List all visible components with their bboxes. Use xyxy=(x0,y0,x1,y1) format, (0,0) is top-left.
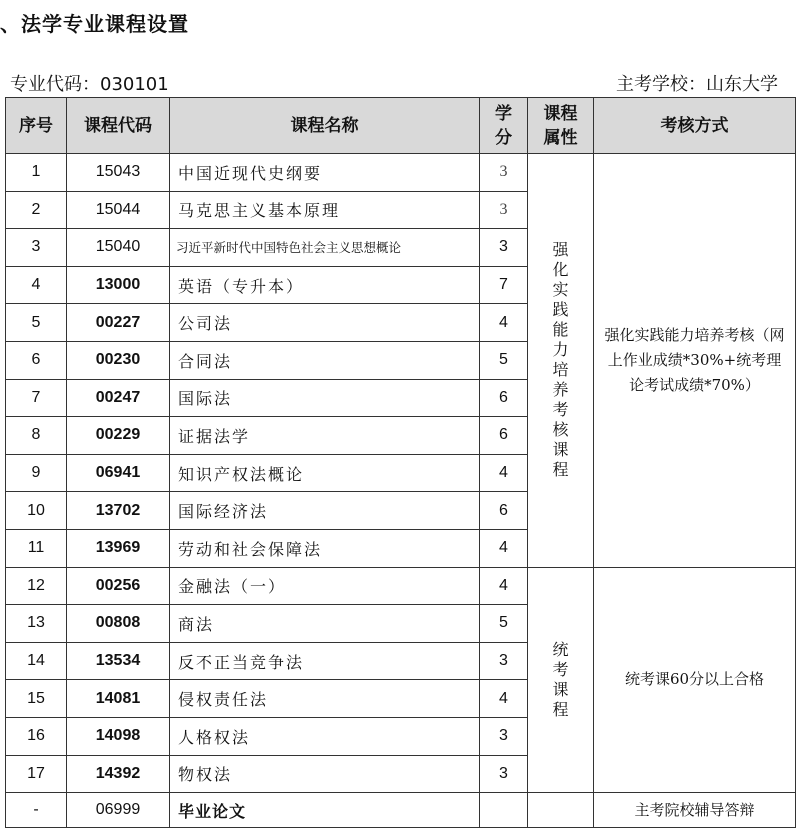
row-code: 13000 xyxy=(67,266,170,304)
row-credit: 7 xyxy=(480,266,528,304)
row-name: 反不正当竞争法 xyxy=(170,642,480,680)
row-credit: 3 xyxy=(480,229,528,267)
row-no: 4 xyxy=(6,266,67,304)
row-no: 5 xyxy=(6,304,67,342)
row-credit: 3 xyxy=(480,154,528,192)
row-code: 00808 xyxy=(67,605,170,643)
header-method: 考核方式 xyxy=(594,98,796,154)
course-table xyxy=(5,97,796,828)
major-code: 专业代码：030101 xyxy=(10,74,169,95)
row-credit: 3 xyxy=(480,717,528,755)
row-code: 13534 xyxy=(67,642,170,680)
row-credit: 4 xyxy=(480,529,528,567)
row-name: 毕业论文 xyxy=(170,793,480,828)
group-practice-attr: 强化实践能力培养考核课程 xyxy=(528,154,594,568)
table-header-row xyxy=(6,98,796,154)
row-credit: 6 xyxy=(480,492,528,530)
row-name: 商法 xyxy=(170,605,480,643)
row-name: 马克思主义基本原理 xyxy=(170,191,480,229)
row-code: 14081 xyxy=(67,680,170,718)
row-name: 英语（专升本） xyxy=(170,266,480,304)
row-credit xyxy=(480,793,528,828)
row-name: 公司法 xyxy=(170,304,480,342)
row-code: 00247 xyxy=(67,379,170,417)
row-credit: 4 xyxy=(480,454,528,492)
row-code: 14098 xyxy=(67,717,170,755)
header-no: 序号 xyxy=(6,98,67,154)
row-no: 16 xyxy=(6,717,67,755)
thesis-method: 主考院校辅导答辩 xyxy=(594,793,796,828)
row-name: 合同法 xyxy=(170,341,480,379)
row-name: 国际法 xyxy=(170,379,480,417)
row-credit: 3 xyxy=(480,191,528,229)
group-exam-method: 统考课60分以上合格 xyxy=(594,567,796,793)
row-code: 15043 xyxy=(67,154,170,192)
row-name: 习近平新时代中国特色社会主义思想概论 xyxy=(170,229,480,267)
group-practice-method: 强化实践能力培养考核（网上作业成绩*30%+统考理论考试成绩*70%） xyxy=(594,154,796,568)
row-code: 13969 xyxy=(67,529,170,567)
header-name: 课程名称 xyxy=(170,98,480,154)
row-name: 中国近现代史纲要 xyxy=(170,154,480,192)
row-credit: 4 xyxy=(480,680,528,718)
row-credit: 3 xyxy=(480,755,528,793)
row-no: 10 xyxy=(6,492,67,530)
row-name: 知识产权法概论 xyxy=(170,454,480,492)
row-credit: 4 xyxy=(480,567,528,605)
row-no: 14 xyxy=(6,642,67,680)
group-exam-attr: 统考课程 xyxy=(528,567,594,793)
row-no: 12 xyxy=(6,567,67,605)
row-no: 2 xyxy=(6,191,67,229)
header-credit: 学分 xyxy=(480,98,528,154)
table-row xyxy=(6,154,796,192)
row-credit: 6 xyxy=(480,379,528,417)
table-row xyxy=(6,567,796,605)
row-name: 劳动和社会保障法 xyxy=(170,529,480,567)
header-attr: 课程属性 xyxy=(528,98,594,154)
row-credit: 5 xyxy=(480,605,528,643)
row-no: 11 xyxy=(6,529,67,567)
row-code: 15044 xyxy=(67,191,170,229)
row-no: 6 xyxy=(6,341,67,379)
row-code: 15040 xyxy=(67,229,170,267)
row-no: 9 xyxy=(6,454,67,492)
row-code: 06941 xyxy=(67,454,170,492)
row-code: 00227 xyxy=(67,304,170,342)
row-name: 侵权责任法 xyxy=(170,680,480,718)
row-no: - xyxy=(6,793,67,828)
row-credit: 5 xyxy=(480,341,528,379)
row-name: 人格权法 xyxy=(170,717,480,755)
row-credit: 3 xyxy=(480,642,528,680)
thesis-attr xyxy=(528,793,594,828)
row-no: 15 xyxy=(6,680,67,718)
exam-school: 主考学校：山东大学 xyxy=(616,74,778,95)
table-row-thesis xyxy=(6,793,796,828)
header-code: 课程代码 xyxy=(67,98,170,154)
row-code: 00230 xyxy=(67,341,170,379)
row-code: 06999 xyxy=(67,793,170,828)
row-credit: 6 xyxy=(480,417,528,455)
row-code: 00229 xyxy=(67,417,170,455)
row-name: 国际经济法 xyxy=(170,492,480,530)
page-title: 、法学专业课程设置 xyxy=(0,12,189,36)
row-name: 证据法学 xyxy=(170,417,480,455)
row-no: 13 xyxy=(6,605,67,643)
row-no: 1 xyxy=(6,154,67,192)
row-code: 14392 xyxy=(67,755,170,793)
row-no: 7 xyxy=(6,379,67,417)
row-no: 17 xyxy=(6,755,67,793)
row-name: 物权法 xyxy=(170,755,480,793)
row-no: 8 xyxy=(6,417,67,455)
row-code: 00256 xyxy=(67,567,170,605)
row-name: 金融法（一） xyxy=(170,567,480,605)
row-credit: 4 xyxy=(480,304,528,342)
row-code: 13702 xyxy=(67,492,170,530)
row-no: 3 xyxy=(6,229,67,267)
